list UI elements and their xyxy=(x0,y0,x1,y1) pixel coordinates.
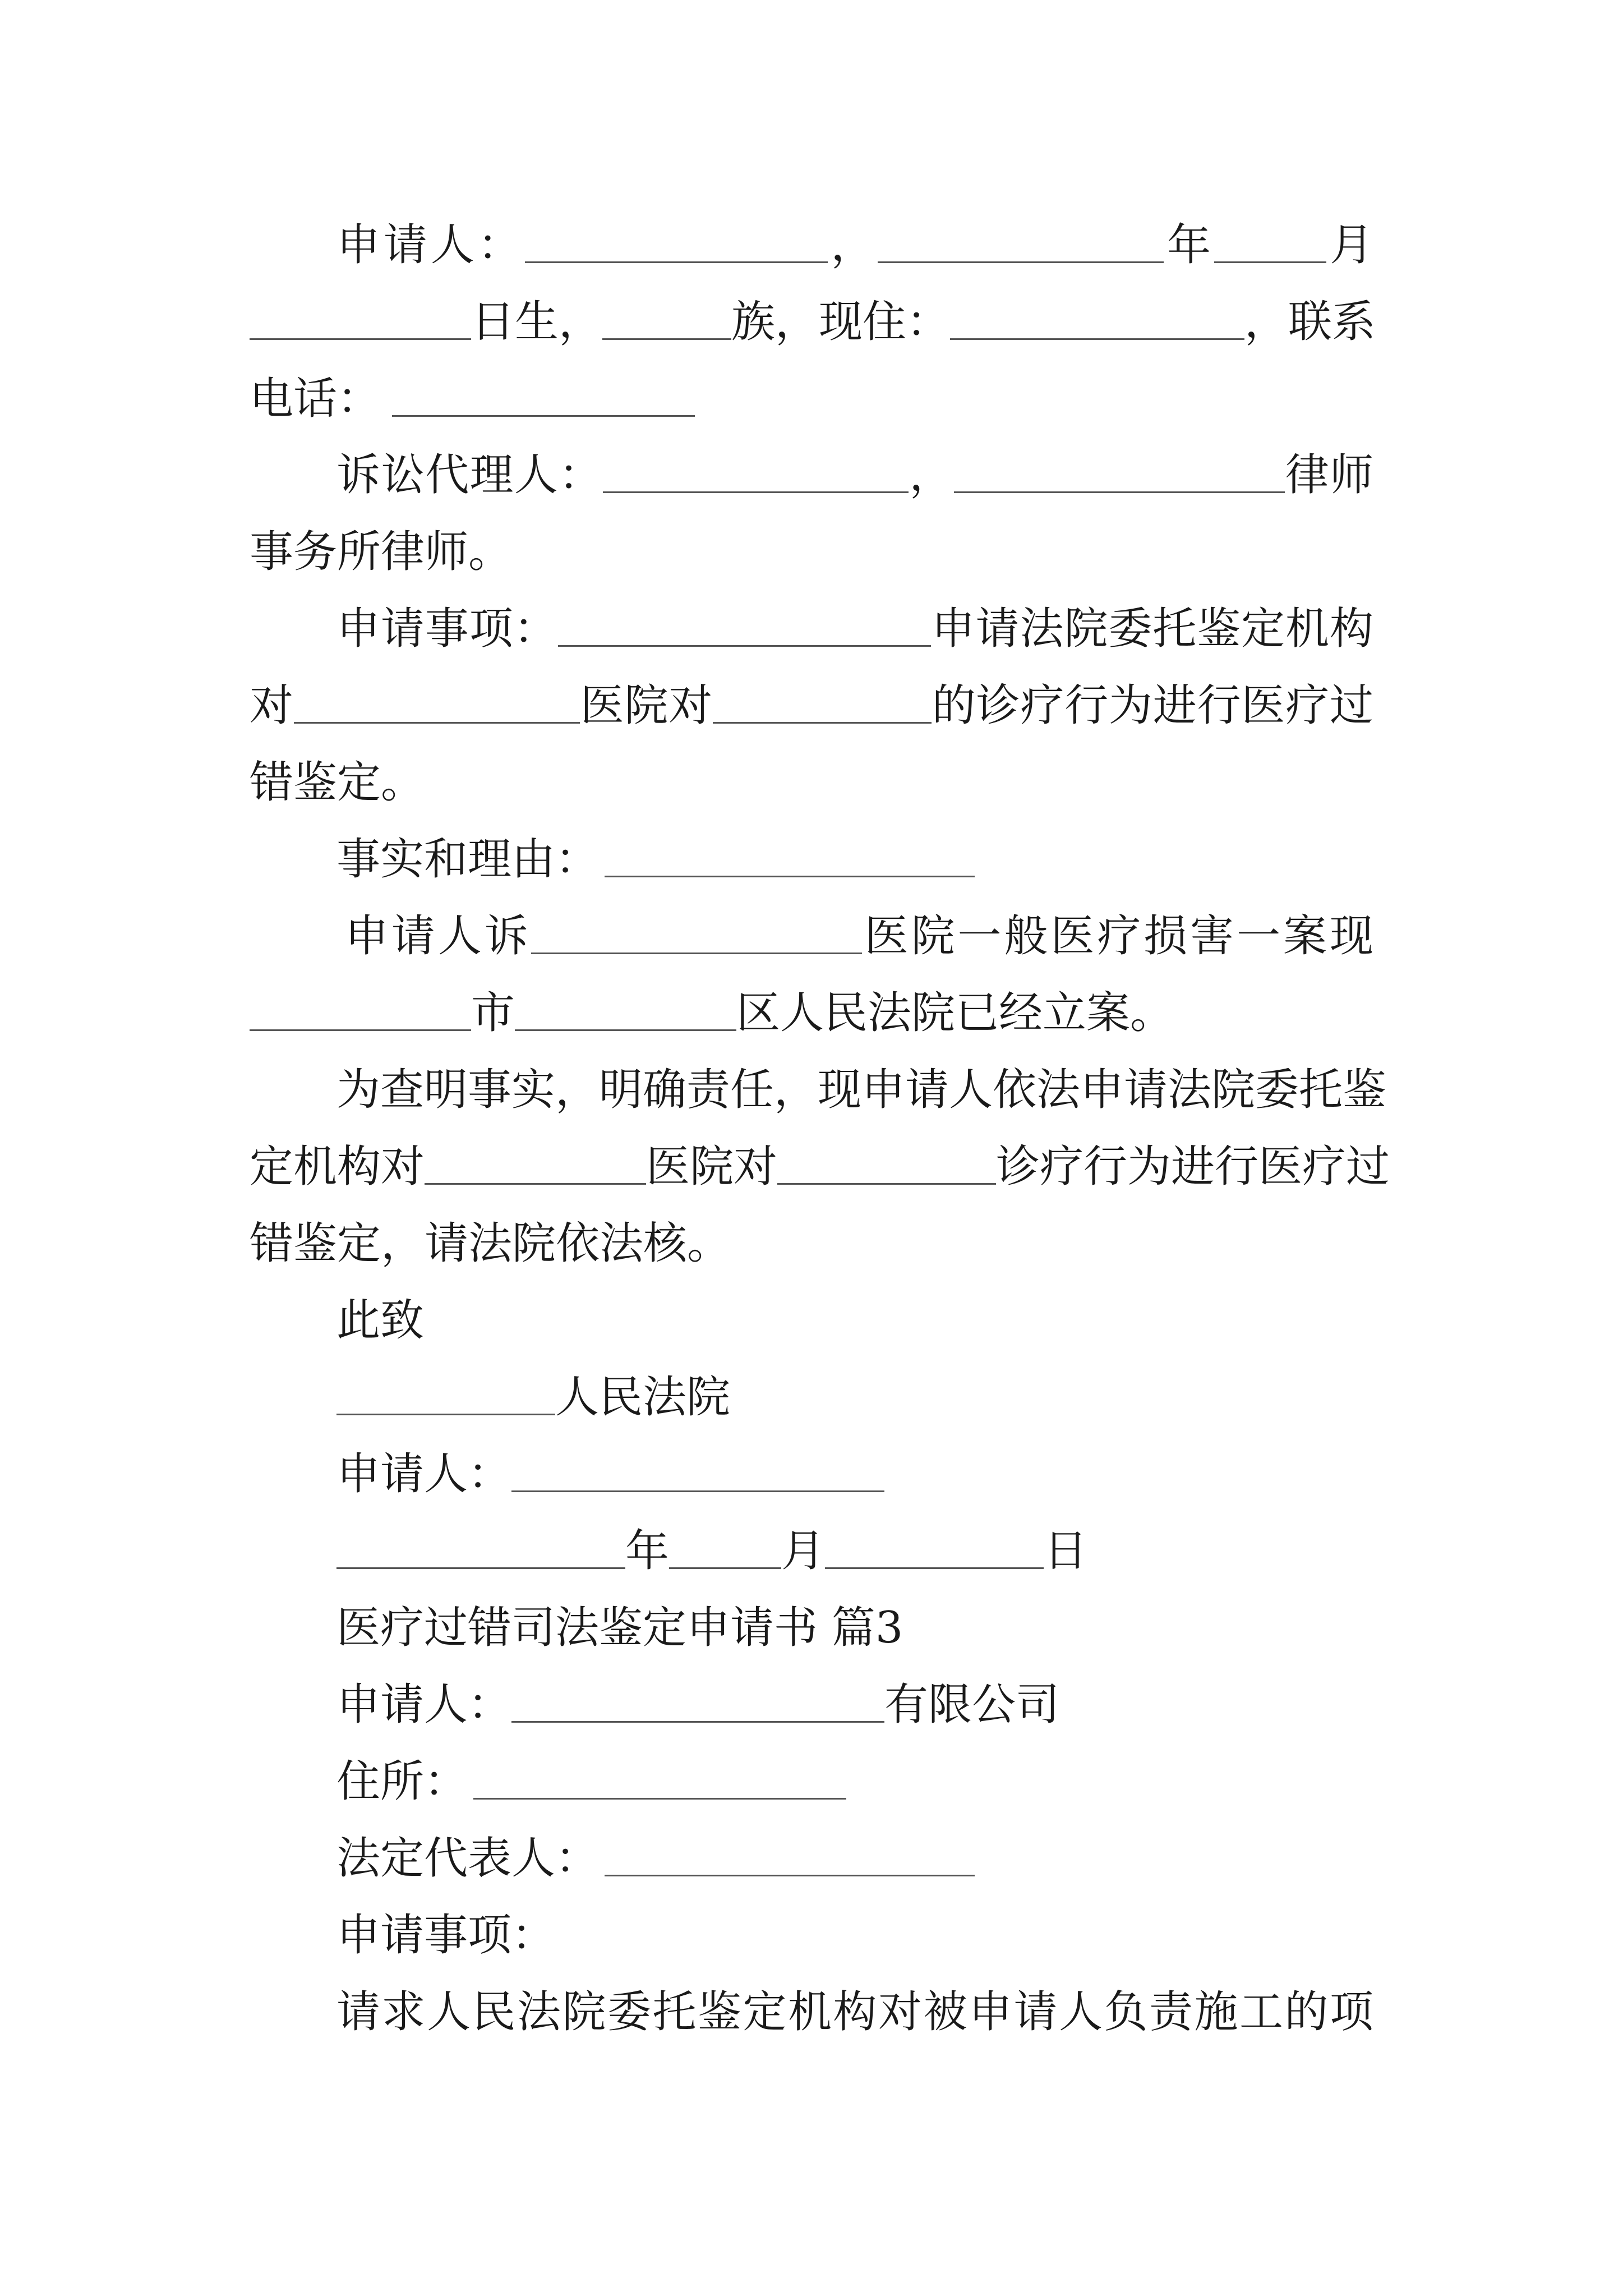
line-applicant-birth: 申请人： ， 年 月 xyxy=(336,220,1373,270)
line-appraisal-2: 错鉴定，请法院依法核。 xyxy=(250,1218,731,1269)
blank-ethnicity[interactable] xyxy=(602,307,731,340)
blank-patient-2[interactable] xyxy=(777,1152,996,1185)
blank-district[interactable] xyxy=(515,998,736,1031)
blank-signature[interactable] xyxy=(511,1459,884,1492)
blank-date-month[interactable] xyxy=(669,1536,781,1569)
blank-birth-year[interactable] xyxy=(878,230,1164,263)
line-law-firm: 事务所律师。 xyxy=(250,527,513,577)
line-company-applicant: 申请人： 有限公司 xyxy=(336,1680,1060,1730)
blank-legal-rep[interactable] xyxy=(605,1843,975,1876)
label-applicant: 申请人： xyxy=(336,220,525,270)
line-application-matter: 申请事项： 申请法院委托鉴定机构 xyxy=(336,604,1373,654)
line-hospital-treatment: 对 医院对 的诊疗行为进行医疗过 xyxy=(250,680,1373,731)
line-domicile: 住所： xyxy=(336,1760,1373,1803)
blank-phone[interactable] xyxy=(392,384,695,417)
line-signature: 申请人： xyxy=(336,1452,1373,1496)
blank-law-firm[interactable] xyxy=(954,460,1285,493)
blank-date-day[interactable] xyxy=(825,1536,1044,1569)
line-birthday-ethnicity: 日生， 族，现住： ，联系 xyxy=(250,300,1373,344)
blank-applicant-name[interactable] xyxy=(525,230,828,263)
line-institution: 定机构对 医院对 诊疗行为进行医疗过 xyxy=(250,1142,1390,1192)
line-court: 人民法院 xyxy=(336,1375,1373,1419)
line-lawsuit: 申请人诉 医院一般医疗损害一案现 xyxy=(345,911,1373,961)
blank-birth-month[interactable] xyxy=(1214,230,1326,263)
blank-sued-hospital[interactable] xyxy=(531,921,862,954)
line-application-matter-2: 申请事项： xyxy=(336,1910,556,1961)
blank-matter[interactable] xyxy=(558,614,931,647)
line-agent: 诉讼代理人： ， 律师 xyxy=(336,450,1373,500)
blank-agent-name[interactable] xyxy=(603,460,909,493)
line-facts-reasons: 事实和理由： xyxy=(336,838,1373,881)
blank-company[interactable] xyxy=(511,1690,884,1723)
blank-city[interactable] xyxy=(250,998,471,1031)
blank-domicile[interactable] xyxy=(473,1766,846,1800)
line-salutation: 此致 xyxy=(336,1295,425,1346)
blank-court[interactable] xyxy=(336,1382,555,1415)
blank-hospital[interactable] xyxy=(294,691,580,724)
section-heading: 医疗过错司法鉴定申请书 篇3 xyxy=(336,1603,903,1653)
blank-patient[interactable] xyxy=(713,691,932,724)
line-phone: 电话： xyxy=(250,377,1373,421)
line-appraisal-1: 错鉴定。 xyxy=(250,757,425,808)
line-purpose: 为查明事实，明确责任，现申请人依法申请法院委托鉴 xyxy=(336,1065,1387,1115)
blank-facts[interactable] xyxy=(605,844,975,877)
blank-birth-day[interactable] xyxy=(250,307,471,340)
blank-date-year[interactable] xyxy=(336,1536,625,1569)
blank-hospital-2[interactable] xyxy=(425,1152,646,1185)
line-date: 年 月 日 xyxy=(336,1529,1373,1573)
blank-address[interactable] xyxy=(950,307,1244,340)
line-request: 请求人民法院委托鉴定机构对被申请人负责施工的项 xyxy=(336,1987,1373,2037)
line-legal-rep: 法定代表人： xyxy=(336,1837,1373,1880)
line-court-filed: 市 区人民法院已经立案。 xyxy=(250,991,1373,1035)
